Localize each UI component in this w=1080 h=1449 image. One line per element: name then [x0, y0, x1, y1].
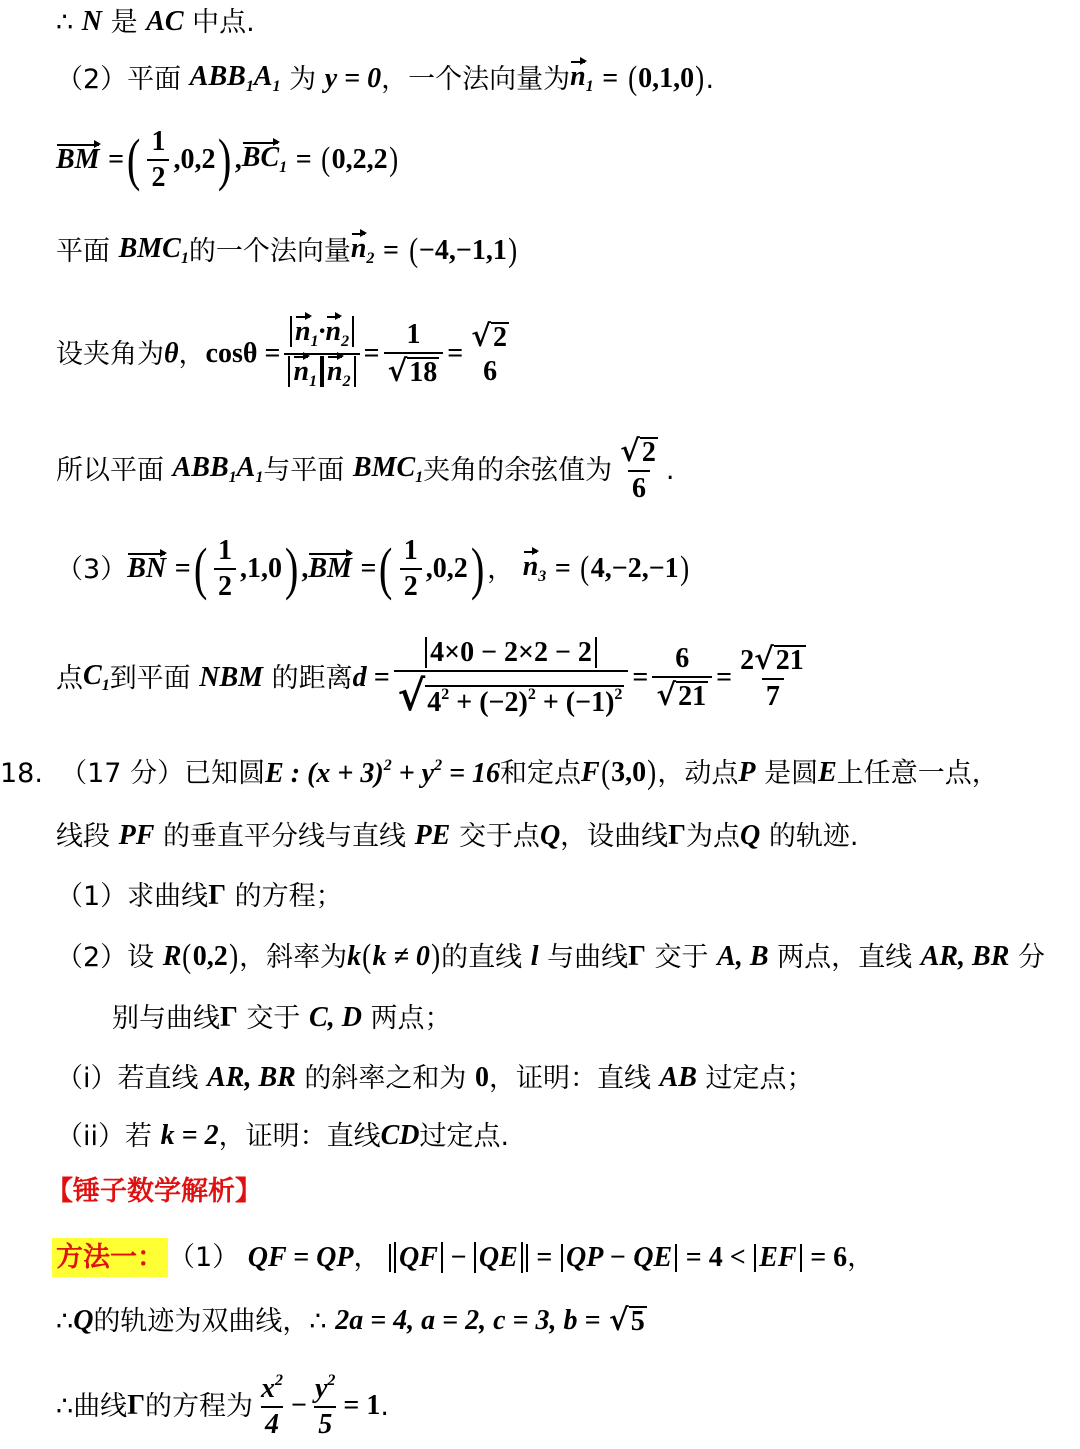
value-zero: 0 [475, 1062, 489, 1093]
text: 平面 [56, 235, 110, 267]
vector-value: ,1,0 [239, 553, 282, 584]
dot: . [380, 1390, 389, 1422]
comma: ， [847, 1242, 875, 1273]
comparison: = 4 < [685, 1241, 746, 1273]
lines-AR-BR: AR, BR [207, 1062, 296, 1093]
question-18-line-b [56, 822, 858, 850]
text: 的垂直平分线与直线 [162, 820, 406, 852]
text: 两点； [370, 1002, 452, 1034]
text: 和定点 [500, 757, 582, 789]
line-3: BM = ( $\frac{1}{2}$ ,0,2 ) , $BC_1$ = ( 0,2,2 ) [56, 126, 398, 193]
fraction-cos: $\frac{n_1\cdot n_2}{n_1 n_2}$ [284, 318, 359, 390]
condition-k: k = 2 [160, 1120, 219, 1151]
text: 的方程为 [145, 1390, 254, 1422]
fraction-y2-over-5: $\frac{y^2}{5}$ [314, 1372, 336, 1440]
equation: QF = QP [247, 1241, 354, 1273]
text: 交于点 [458, 820, 540, 852]
lines-AR-BR: AR, BR [920, 941, 1010, 972]
fraction-2sqrt21-over-7: 2 √ 21 7 [740, 642, 804, 712]
point-P: P [738, 757, 756, 788]
comma: ， [353, 1242, 381, 1273]
plane-NBM: NBM [199, 662, 264, 693]
curve-gamma: Γ [628, 941, 646, 972]
label: （3） [56, 553, 128, 585]
text: （1）求曲线 [56, 880, 209, 912]
method-3-line: ∴ 曲线 Γ 的方程为 $\frac{x^2}{4}$ − $\frac{y^2}{5}$ = 1 . [56, 1372, 389, 1440]
circle-equation: E : $(x + 3)^2 + y^2 = 16$ [265, 757, 501, 789]
circle-E: E [818, 757, 837, 788]
text: 曲线 [73, 1390, 128, 1422]
abs-expression: QP − QE [561, 1244, 677, 1272]
comma: ， [178, 338, 206, 370]
question-18-part-2-ii [56, 1122, 509, 1150]
line-8: 点 $C_1$ 到平面 NBM 的距离 d = 4×0 − 2×2 − 2 √ $4^2 + (-2)^2 + (-1)^2$ = 6 √ 21 = 2 √ 21 7 [56, 630, 814, 726]
point-value: 3,0 [611, 757, 647, 788]
text: 交于 [246, 1002, 301, 1034]
question-18-part-2-cont [112, 1004, 452, 1032]
text: 为点 [686, 820, 740, 852]
text: 是圆 [764, 757, 819, 789]
line-PE: PE [414, 820, 451, 851]
fraction-sqrt2-over-6: √ 2 6 [620, 434, 656, 504]
abs-EF: EF [754, 1244, 801, 1272]
text: ，斜率为 [239, 941, 348, 973]
therefore-symbol: ∴ [56, 6, 74, 38]
var-d: d = [352, 662, 390, 693]
text: 夹角的余弦值为 [423, 454, 613, 486]
point-F: F [581, 757, 600, 788]
text: （i）若直线 [56, 1062, 199, 1094]
point-value: 0,2 [192, 941, 228, 972]
question-number: 18. [0, 757, 43, 789]
text: 为 [289, 63, 317, 95]
vector-n2: $n_2$ [350, 233, 375, 267]
text: 过定点. [419, 1120, 510, 1152]
plane-ABB1A1: $ABB_1A_1$ [172, 452, 264, 486]
fraction-sqrt2-over-6: √ 2 6 [471, 319, 507, 387]
text: ，设曲线 [560, 820, 669, 852]
fraction-x2-over-4: $\frac{x^2}{4}$ [261, 1372, 284, 1440]
curve-gamma: Γ [668, 820, 686, 851]
sqrt-5: √ 5 [609, 1303, 645, 1338]
text: 所以平面 [56, 454, 164, 486]
line-6 [56, 430, 674, 510]
label: （1） [168, 1242, 240, 1273]
text: 的直线 [441, 941, 523, 973]
therefore-symbol: ∴ [56, 1390, 74, 1422]
line-5: 设夹角为 θ ， cosθ = $\frac{n_1\cdot n_2}{n_1 n_2}$ = 1 √ 18 = √ 2 6 [56, 304, 517, 404]
text: 的轨迹. [768, 820, 859, 852]
text: 与平面 [263, 454, 345, 486]
curve-gamma: Γ [220, 1002, 238, 1033]
method-1-line: 方法一： （1） QF = QP ， QF − QE = QP − QE = 4 < EF = 6 ， [52, 1238, 874, 1277]
text: 与曲线 [547, 941, 629, 973]
vector-BC1: $BC_1$ [241, 142, 288, 176]
vector-value: ,0,2 [173, 144, 216, 175]
method-highlight: 方法一： [52, 1238, 168, 1277]
text: 的方程； [234, 880, 343, 912]
therefore-symbol: ∴ [309, 1305, 327, 1337]
text: 交于 [654, 941, 709, 973]
point-R: R [162, 941, 182, 972]
value: = 6 [810, 1241, 848, 1273]
label: （2）平面 [56, 63, 182, 95]
vector-BM: BM [56, 144, 100, 175]
text: ，动点 [657, 757, 739, 789]
therefore-symbol: ∴ [56, 1305, 74, 1337]
text: 点 [56, 662, 83, 694]
equals-one: = 1 [343, 1390, 381, 1421]
question-18-line-a: 18. （17 分）已知圆 E : $(x + 3)^2 + y^2 = 16$ 和定点 F ( 3,0 ) ，动点 P 是圆 E 上任意一点， [0, 754, 999, 791]
text: 的轨迹为双曲线， [93, 1305, 310, 1337]
plane-ABB1A1: $ABB_1A_1$ [189, 61, 281, 95]
fraction-distance: 4×0 − 2×2 − 2 √ $4^2 + (-2)^2 + (-1)^2$ [394, 639, 629, 717]
point-Q: Q [73, 1305, 94, 1336]
var-theta: θ [164, 338, 179, 369]
vector-BN: BN [127, 553, 167, 584]
line-2: （2）平面 $ABB_1A_1$ 为 y = 0 ，一个法向量为 $n_1$ = ( 0,1,0 ) . [56, 60, 715, 97]
fraction-half: $\frac{1}{2}$ [214, 537, 236, 601]
text: 的斜率之和为 [304, 1062, 467, 1094]
vector-value: 0,1,0 [638, 63, 695, 94]
dot: . [705, 63, 715, 95]
points-AB: A, B [717, 941, 769, 972]
points-CD: C, D [309, 1002, 362, 1033]
text: 到平面 [109, 662, 191, 694]
text: ，证明：直线 [489, 1062, 651, 1094]
text: ，一个法向量为 [381, 63, 571, 95]
point-C1: $C_1$ [83, 660, 110, 694]
dot: . [665, 454, 675, 486]
text: 上任意一点， [836, 757, 999, 789]
segment-PF: PF [118, 820, 155, 851]
var-N: N [81, 6, 103, 37]
question-18-part-2: （2）设 R ( 0,2 ) ，斜率为 k ( k ≠ 0 ) 的直线 l 与曲线 Γ 交于 A, B 两点，直线 AR, BR 分 [56, 938, 1045, 975]
text: ，证明：直线 [218, 1120, 381, 1152]
text: （17 分）已知圆 [60, 757, 266, 789]
var-k: k [347, 941, 362, 972]
condition: k ≠ 0 [372, 941, 430, 972]
point-Q: Q [539, 820, 561, 851]
line-4: 平面 $BMC_1$ 的一个法向量 $n_2$ = ( −4,−1,1 ) [56, 232, 518, 269]
text: 的一个法向量 [188, 235, 351, 267]
vector-value: ,0,2 [425, 553, 468, 584]
text: （2）设 [56, 941, 155, 973]
method-2-line [56, 1303, 647, 1338]
curve-gamma: Γ [127, 1390, 146, 1421]
fraction-1-over-sqrt18: 1 √ 18 [384, 321, 444, 387]
vector-n3: $n_3$ [522, 551, 547, 585]
cos-theta: cosθ = [205, 338, 281, 369]
fraction-half: $\frac{1}{2}$ [147, 128, 169, 192]
var-AC: AC [146, 6, 184, 37]
text: 两点，直线 [777, 941, 913, 973]
vector-value: 4,−2,−1 [590, 553, 679, 584]
fraction-half: $\frac{1}{2}$ [400, 537, 422, 601]
fraction-6-over-sqrt21: 6 √ 21 [652, 645, 712, 711]
point-Q: Q [740, 820, 761, 851]
parameters: 2a = 4, a = 2, c = 3, b = [335, 1305, 601, 1336]
text: 过定点； [705, 1062, 814, 1094]
line-7: （3） BN = ( $\frac{1}{2}$ ,1,0 ) , BM = ( $\frac{1}{2}$ ,0,2 ) ， $n_3$ = ( 4,−2,−1 ) [56, 535, 689, 602]
abs-difference: QF − QE [389, 1244, 528, 1272]
text: 设夹角为 [56, 338, 164, 370]
line-1 [56, 8, 255, 36]
vector-BM: BM [308, 553, 352, 584]
text: 分 [1017, 941, 1045, 973]
solution-tag: 【锤子数学解析】 [46, 1176, 262, 1207]
question-18-part-2-i [56, 1064, 814, 1092]
plane-BMC1: $BMC_1$ [118, 233, 189, 267]
equation: y = 0 [324, 63, 382, 94]
plane-BMC1: $BMC_1$ [352, 452, 424, 486]
text: 中点. [192, 6, 255, 38]
vector-value: 0,2,2 [331, 144, 388, 175]
line-CD: CD [380, 1120, 420, 1151]
text: 线段 [56, 820, 110, 852]
question-18-part-1 [56, 882, 343, 910]
vector-value: −4,−1,1 [418, 235, 507, 266]
text: 别与曲线 [112, 1002, 220, 1034]
text: 的距离 [271, 662, 353, 694]
text: 是 [110, 6, 138, 38]
vector-n1: $n_1$ [570, 61, 594, 95]
curve-gamma: Γ [208, 880, 227, 911]
line-l: l [530, 941, 539, 972]
line-AB: AB [659, 1062, 697, 1093]
text: （ii）若 [56, 1120, 153, 1152]
